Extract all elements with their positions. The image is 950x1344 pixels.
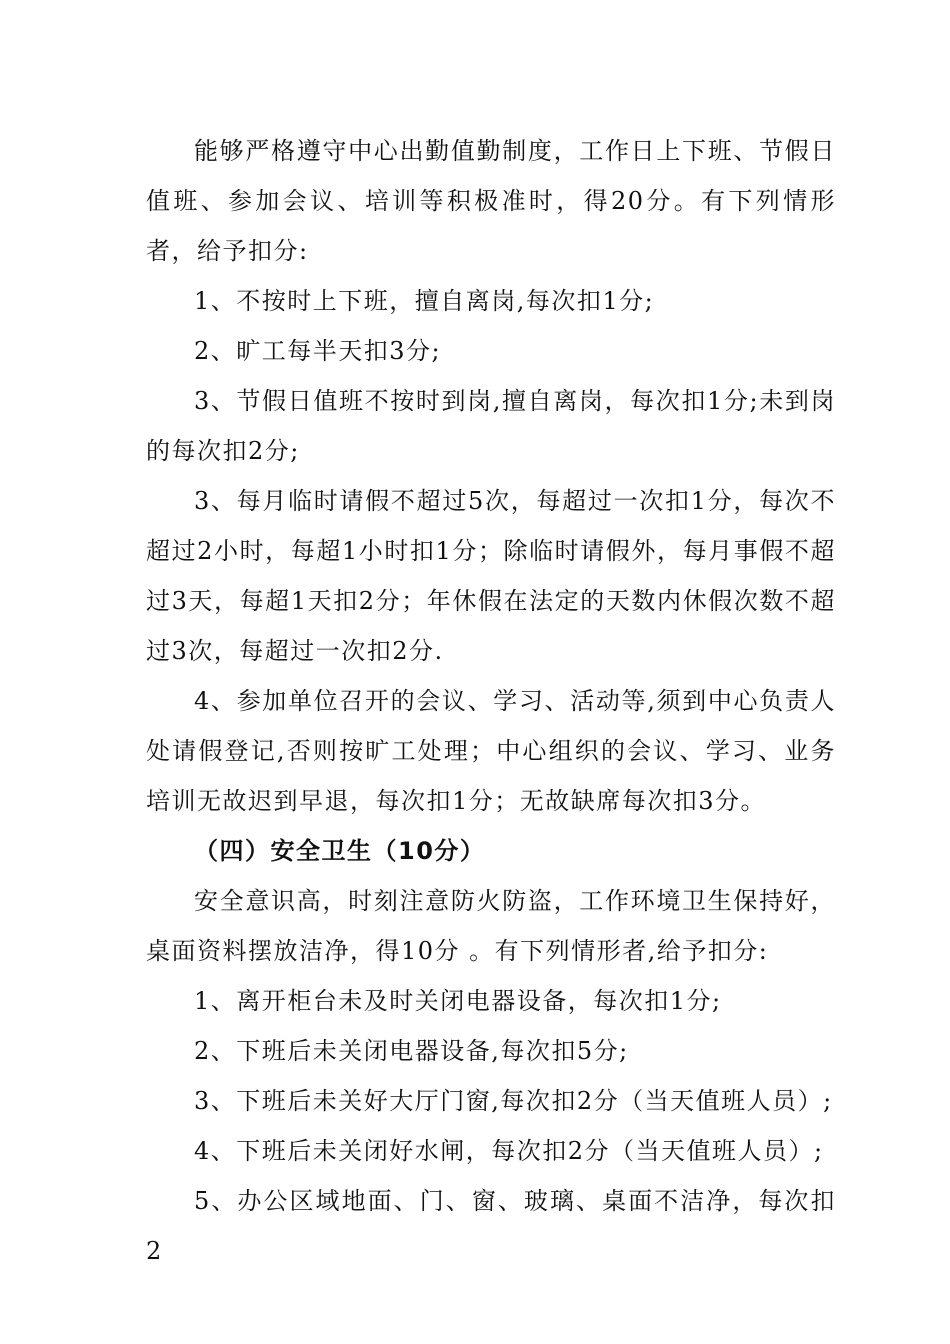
attendance-intro-paragraph: 能够严格遵守中心出勤值勤制度，工作日上下班、节假日值班、参加会议、培训等积极准时，得20分。有下列情形者，给予扣分:	[146, 137, 836, 265]
safety-item-4: 4、下班后未关闭好水闸，每次扣2分（当天值班人员）;	[194, 1137, 824, 1165]
attendance-item-3b: 3、每月临时请假不超过5次，每超过一次扣1分，每次不超过2小时，每超1小时扣1分；除临时请假外，每月事假不超过3天，每超1天扣2分；年休假在法定的天数内休假次数不超过3次，每超过一次扣2分.	[146, 487, 836, 665]
document-body	[146, 126, 836, 1276]
section-heading-safety: （四）安全卫生（10分）	[194, 837, 486, 865]
attendance-item-2: 2、旷工每半天扣3分;	[194, 337, 442, 365]
attendance-item-4: 4、参加单位召开的会议、学习、活动等,须到中心负责人处请假登记,否则按旷工处理；中心组织的会议、学习、业务培训无故迟到早退，每次扣1分；无故缺席每次扣3分。	[146, 687, 836, 815]
attendance-item-1: 1、不按时上下班，擅自离岗,每次扣1分;	[194, 287, 655, 315]
safety-item-5: 5、办公区域地面、门、窗、玻璃、桌面不洁净，每次扣2	[146, 1187, 836, 1265]
attendance-item-3: 3、节假日值班不按时到岗,擅自离岗，每次扣1分;未到岗的每次扣2分;	[146, 387, 836, 465]
safety-item-3: 3、下班后未关好大厅门窗,每次扣2分（当天值班人员）;	[194, 1087, 833, 1115]
safety-item-1: 1、离开柜台未及时关闭电器设备，每次扣1分;	[194, 987, 722, 1015]
safety-intro-paragraph: 安全意识高，时刻注意防火防盗，工作环境卫生保持好，桌面资料摆放洁净，得10分 。有下列情形者,给予扣分:	[146, 887, 836, 965]
safety-item-2: 2、下班后未关闭电器设备,每次扣5分;	[194, 1037, 629, 1065]
